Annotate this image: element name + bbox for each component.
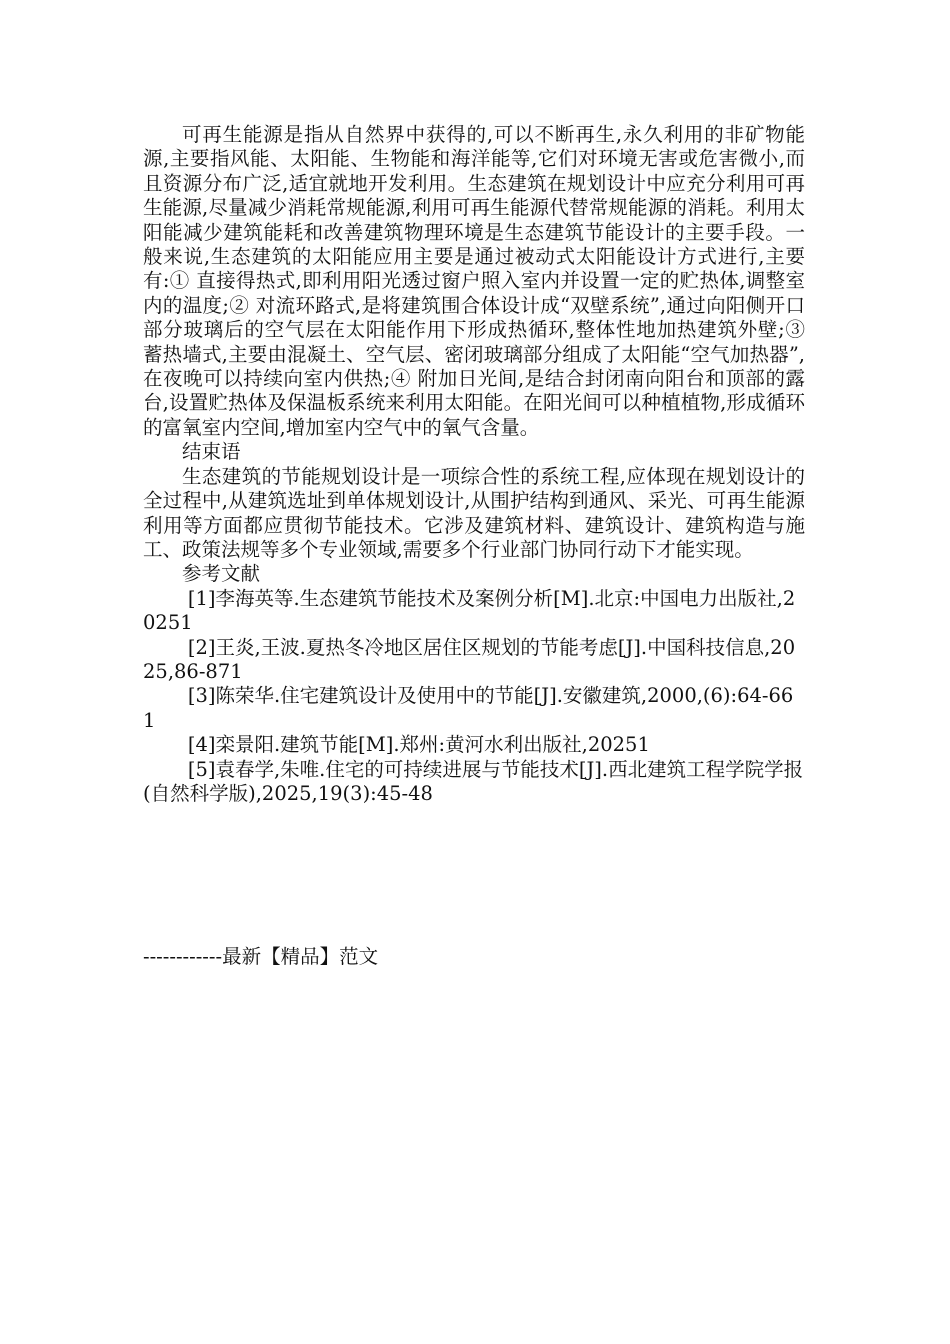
references-heading: 参考文献 (182, 562, 261, 586)
footer-text: ------------最新【精品】范文 (143, 945, 379, 968)
reference-item: [3]陈荣华.住宅建筑设计及使用中的节能[J].安徽建筑,2000,(6):64-661 (143, 684, 794, 732)
reference-item: [4]栾景阳.建筑节能[M].郑州:黄河水利出版社,20251 (187, 733, 650, 757)
document-body (143, 123, 805, 806)
conclusion-paragraph: 生态建筑的节能规划设计是一项综合性的系统工程,应体现在规划设计的全过程中,从建筑选址到单体规划设计,从围护结构到通风、采光、可再生能源利用等方面都应贯彻节能技术。它涉及建筑材料、建筑设计、建筑构造与施工、政策法规等多个专业领域,需要多个行业部门协同行动下才能实现。 (143, 464, 805, 561)
reference-list (143, 587, 805, 807)
reference-item: [2]王炎,王波.夏热冬冷地区居住区规划的节能考虑[J].中国科技信息,2025,86-871 (143, 635, 796, 683)
reference-item: [5]袁春学,朱唯.住宅的可持续进展与节能技术[J].西北建筑工程学院学报(自然科学版),2025,19(3):45-48 (143, 757, 804, 805)
reference-item: [1]李海英等.生态建筑节能技术及案例分析[M].北京:中国电力出版社,20251 (143, 586, 796, 635)
conclusion-heading: 结束语 (182, 440, 241, 464)
body-paragraph: 可再生能源是指从自然界中获得的,可以不断再生,永久利用的非矿物能源,主要指风能、太阳能、生物能和海洋能等,它们对环境无害或危害微小,而且资源分布广泛,适宜就地开发利用。生态建筑在规划设计中应充分利用可再生能源,尽量减少消耗常规能源,利用可再生能源代替常规能源的消耗。利用太阳能减少建筑能耗和改善建筑物理环境是生态建筑节能设计的主要手段。一般来说,生态建筑的太阳能应用主要是通过被动式太阳能设计方式进行,主要有:① 直接得热式,即利用阳光透过窗户照入室内并设置一定的贮热体,调整室内的温度;② 对流环路式,是将建筑围合体设计成“双壁系统”,通过向阳侧开口部分玻璃后的空气层在太阳能作用下形成热循环,整体性地加热建筑外壁;③ 蓄热墙式,主要由混凝土、空气层、密闭玻璃部分组成了太阳能“空气加热器”,在夜晚可以持续向室内供热;④ 附加日光间,是结合封闭南向阳台和顶部的露台,设置贮热体及保温板系统来利用太阳能。在阳光间可以种植植物,形成循环的富氧室内空间,增加室内空气中的氧气含量。 (143, 123, 805, 439)
